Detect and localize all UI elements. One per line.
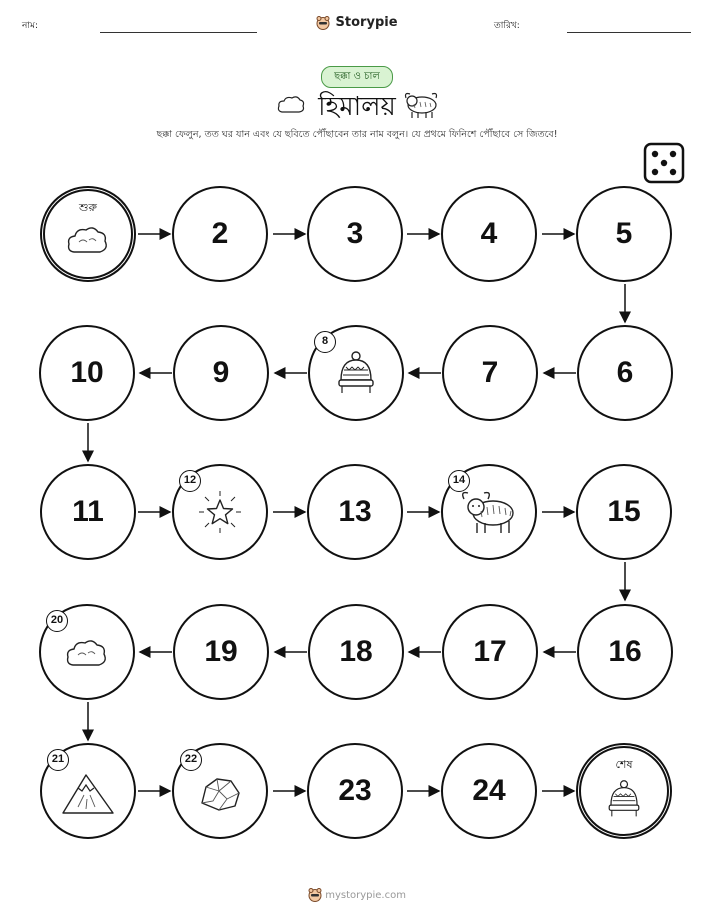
- space-5: 5: [576, 186, 672, 282]
- end-label: শেষ: [615, 758, 633, 771]
- rock-icon: [197, 773, 243, 813]
- cloud-icon: [65, 224, 111, 258]
- footer-url[interactable]: mystorypie.com: [325, 890, 406, 901]
- hat-icon: [333, 350, 379, 396]
- space-24: 24: [441, 743, 537, 839]
- space-2: 2: [172, 186, 268, 282]
- star-icon: [196, 488, 244, 536]
- space-19: 19: [173, 604, 269, 700]
- mountain-icon: [60, 771, 116, 817]
- space-16: 16: [577, 604, 673, 700]
- footer: [0, 888, 714, 902]
- hat-icon: [604, 778, 644, 820]
- game-type-badge: ছক্কা ও চাল: [321, 66, 393, 88]
- space-7: 7: [442, 325, 538, 421]
- space-number-tag: 14: [448, 470, 470, 492]
- space-17: 17: [442, 604, 538, 700]
- start-label: শুরু: [79, 201, 97, 214]
- space-number-tag: 22: [180, 749, 202, 771]
- space-number-tag: 20: [46, 610, 68, 632]
- space-4: 4: [441, 186, 537, 282]
- yak-icon: [459, 487, 519, 537]
- space-6: 6: [577, 325, 673, 421]
- date-label: তারিখ:: [494, 21, 520, 31]
- space-number-tag: 21: [47, 749, 69, 771]
- space-number-tag: 12: [179, 470, 201, 492]
- space-15: 15: [576, 464, 672, 560]
- end-space: [576, 743, 672, 839]
- cloud-icon: [64, 637, 110, 671]
- space-number-tag: 8: [314, 331, 336, 353]
- space-23: 23: [307, 743, 403, 839]
- name-label: নাম:: [22, 21, 39, 31]
- brand-name: Storypie: [335, 15, 398, 30]
- space-9: 9: [173, 325, 269, 421]
- space-11: 11: [40, 464, 136, 560]
- space-10: 10: [39, 325, 135, 421]
- page-title: হিমালয়: [318, 92, 396, 122]
- space-18: 18: [308, 604, 404, 700]
- space-3: 3: [307, 186, 403, 282]
- start-space: [40, 186, 136, 282]
- instructions: ছক্কা ফেলুন, তত ঘর যান এবং যে ছবিতে পৌঁছাবেন তার নাম বলুন। যে প্রথমে ফিনিশে পৌঁছাবে সে জিতবে!: [156, 129, 558, 140]
- bear-icon: [308, 888, 322, 902]
- space-13: 13: [307, 464, 403, 560]
